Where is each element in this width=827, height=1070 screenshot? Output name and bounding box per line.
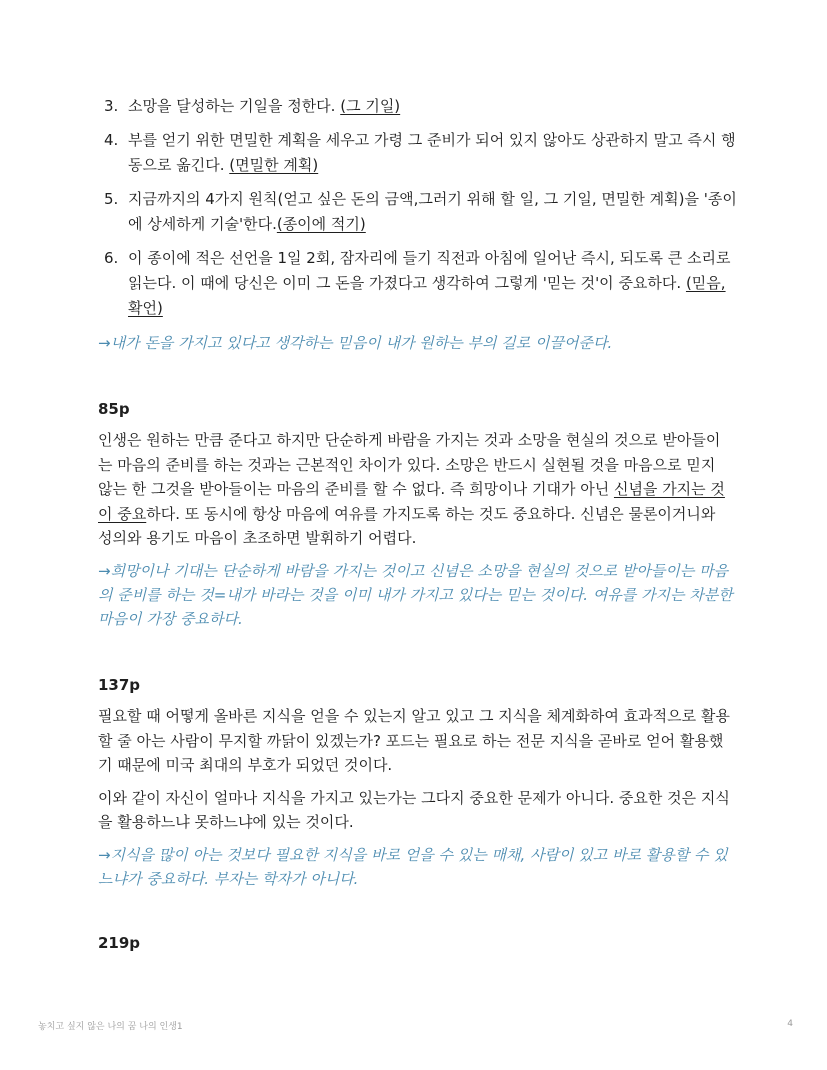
list-tag: (믿음,확언) <box>128 274 726 317</box>
page-number: 4 <box>787 1019 793 1029</box>
list-tag: (그 기일) <box>340 97 401 115</box>
list-number: 6. <box>104 249 119 267</box>
list-number: 5. <box>104 190 119 208</box>
numbered-list <box>98 94 738 330</box>
list-number: 3. <box>104 97 119 115</box>
section-heading: 219p <box>98 934 141 952</box>
section-219p <box>98 932 734 962</box>
footer-title: 놓치고 싶지 않은 나의 꿈 나의 인생1 <box>38 1022 183 1032</box>
list-tag: (종이에 적기) <box>276 215 366 233</box>
list-text: 지금까지의 4가지 원칙(얻고 싶은 돈의 금액,그러기 위해 할 일, 그 기일, 면밀한 계획)을 '종이에 상세하게 기술'한다. <box>128 190 737 233</box>
list-text: 이 종이에 적은 선언을 1일 2회, 잠자리에 들기 직전과 아침에 일어난 즉시, 되도록 큰 소리로 읽는다. 이 때에 당신은 이미 그 돈을 가졌다고 생각하여 그렇게 '믿는 것'이 중요하다. <box>128 249 731 292</box>
section-137p <box>98 674 734 891</box>
section-heading: 85p <box>98 400 130 418</box>
list-item <box>98 94 738 119</box>
list-number: 4. <box>104 131 119 149</box>
section-note: →희망이나 기대는 단순하게 바람을 가지는 것이고 신념은 소망을 현실의 것으로 받아들이는 마음의 준비를 하는 것=내가 바라는 것을 이미 내가 가지고 있다는 믿는 것이다. 여유를 가지는 차분한 마음이 가장 중요하다. <box>98 561 733 628</box>
list-item <box>98 187 738 237</box>
section-paragraph: 필요할 때 어떻게 올바른 지식을 얻을 수 있는지 알고 있고 그 지식을 체계화하여 효과적으로 활용할 줄 아는 사람이 무지할 까닭이 있겠는가? 포드는 필요로 하는 전문 지식을 곧바로 얻어 활용했기 때문에 미국 최대의 부호가 되었던 것이다. <box>98 707 730 774</box>
paragraph-text: 하다. 또 동시에 항상 마음에 여유를 가지도록 하는 것도 중요하다. 신념은 물론이거니와 성의와 용기도 마음이 초조하면 발휘하기 어렵다. <box>98 504 716 547</box>
paragraph-text: 인생은 원하는 만큼 준다고 하지만 단순하게 바람을 가지는 것과 소망을 현실의 것으로 받아들이는 마음의 준비를 하는 것과는 근본적인 차이가 있다. 소망은 반드시 실현될 것을 마음으로 믿지 않는 한 그것을 받아들이는 마음의 준비를 할 수 없다. 즉 희망이나 기대가 아닌 <box>98 431 721 498</box>
section-paragraph <box>98 428 734 551</box>
underlined-phrase: 신념을 가지는 것이 중요 <box>98 480 725 523</box>
section-85p <box>98 398 734 631</box>
list-text: 소망을 달성하는 기일을 정한다. <box>128 97 341 115</box>
note-money-belief: →내가 돈을 가지고 있다고 생각하는 믿음이 내가 원하는 부의 길로 이끌어준다. <box>98 334 613 352</box>
section-paragraph: 이와 같이 자신이 얼마나 지식을 가지고 있는가는 그다지 중요한 문제가 아니다. 중요한 것은 지식을 활용하느냐 못하느냐에 있는 것이다. <box>98 788 730 831</box>
list-tag: (면밀한 계획) <box>229 156 319 174</box>
list-text: 부를 얻기 위한 면밀한 계획을 세우고 가령 그 준비가 되어 있지 않아도 상관하지 말고 즉시 행동으로 옮긴다. <box>128 131 736 174</box>
section-note: →지식을 많이 아는 것보다 필요한 지식을 바로 얻을 수 있는 매채, 사람이 있고 바로 활용할 수 있느냐가 중요하다. 부자는 학자가 아니다. <box>98 845 728 888</box>
list-item <box>98 128 738 178</box>
section-heading: 137p <box>98 676 141 694</box>
list-item <box>98 246 738 321</box>
